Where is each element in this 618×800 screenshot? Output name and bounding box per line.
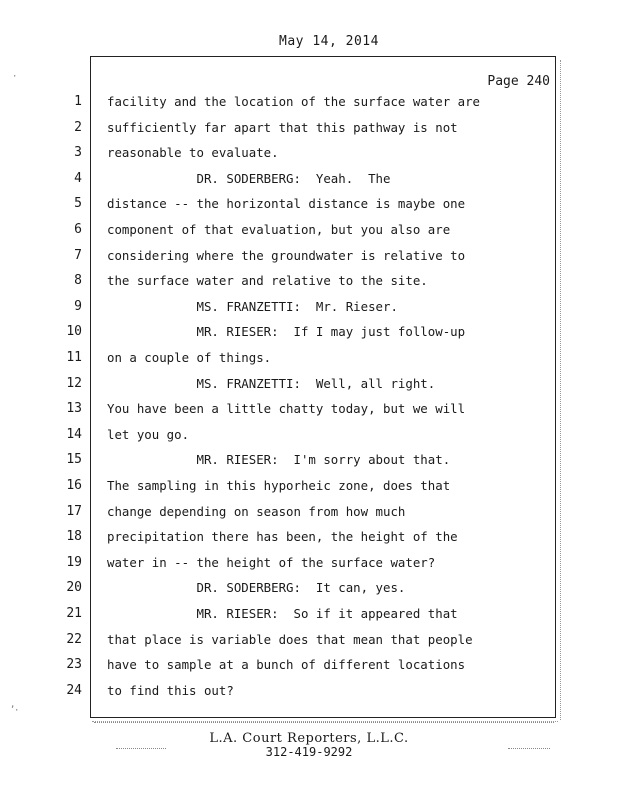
line-text: considering where the groundwater is relative to bbox=[107, 248, 466, 263]
line-text: The sampling in this hyporheic zone, does that bbox=[107, 478, 451, 493]
line-number: 13 bbox=[66, 401, 82, 416]
line-text: water in -- the height of the surface water? bbox=[107, 555, 436, 570]
transcript-date: May 14, 2014 bbox=[279, 34, 379, 49]
line-number: 23 bbox=[66, 657, 82, 672]
line-number: 20 bbox=[66, 580, 82, 595]
line-text: MR. RIESER: If I may just follow-up bbox=[107, 324, 466, 339]
line-text: MS. FRANZETTI: Well, all right. bbox=[107, 376, 436, 391]
line-number: 19 bbox=[66, 555, 82, 570]
line-text: component of that evaluation, but you also are bbox=[107, 222, 451, 237]
line-number: 4 bbox=[74, 171, 82, 186]
line-text: You have been a little chatty today, but we will bbox=[107, 401, 466, 416]
line-number: 8 bbox=[74, 273, 82, 288]
line-text: MR. RIESER: So if it appeared that bbox=[107, 606, 458, 621]
line-text: that place is variable does that mean that people bbox=[107, 632, 473, 647]
line-number: 18 bbox=[66, 529, 82, 544]
line-number: 15 bbox=[66, 452, 82, 467]
line-text: facility and the location of the surface water are bbox=[107, 94, 480, 109]
line-number: 21 bbox=[66, 606, 82, 621]
line-text: let you go. bbox=[107, 427, 190, 442]
line-text: change depending on season from how much bbox=[107, 504, 406, 519]
line-number: 7 bbox=[74, 248, 82, 263]
line-number: 22 bbox=[66, 632, 82, 647]
line-number: 6 bbox=[74, 222, 82, 237]
scan-artifact bbox=[560, 60, 562, 720]
scan-artifact: , bbox=[10, 700, 16, 710]
line-number: 24 bbox=[66, 683, 82, 698]
scan-artifact bbox=[94, 722, 554, 724]
line-number: 2 bbox=[74, 120, 82, 135]
line-text: MR. RIESER: I'm sorry about that. bbox=[107, 452, 451, 467]
scan-artifact: · bbox=[12, 72, 18, 82]
line-text: on a couple of things. bbox=[107, 350, 272, 365]
line-text: the surface water and relative to the site. bbox=[107, 273, 428, 288]
line-number: 10 bbox=[66, 324, 82, 339]
line-text: DR. SODERBERG: Yeah. The bbox=[107, 171, 391, 186]
line-text: DR. SODERBERG: It can, yes. bbox=[107, 580, 406, 595]
line-number: 12 bbox=[66, 376, 82, 391]
footer-phone: 312-419-9292 bbox=[265, 745, 353, 759]
line-number: 17 bbox=[66, 504, 82, 519]
line-text: sufficiently far apart that this pathway is not bbox=[107, 120, 458, 135]
page-number: Page 240 bbox=[487, 74, 550, 89]
scan-artifact bbox=[508, 748, 550, 750]
line-text: distance -- the horizontal distance is maybe one bbox=[107, 196, 466, 211]
footer-company: L.A. Court Reporters, L.L.C. bbox=[209, 731, 409, 746]
line-text: have to sample at a bunch of different locations bbox=[107, 657, 466, 672]
line-text: to find this out? bbox=[107, 683, 234, 698]
line-text: MS. FRANZETTI: Mr. Rieser. bbox=[107, 299, 398, 314]
line-number: 3 bbox=[74, 145, 82, 160]
line-number: 11 bbox=[66, 350, 82, 365]
line-number: 5 bbox=[74, 196, 82, 211]
line-text: precipitation there has been, the height of the bbox=[107, 529, 458, 544]
scan-artifact bbox=[116, 748, 166, 750]
line-number: 1 bbox=[74, 94, 82, 109]
line-text: reasonable to evaluate. bbox=[107, 145, 279, 160]
line-number: 9 bbox=[74, 299, 82, 314]
line-number: 14 bbox=[66, 427, 82, 442]
scan-artifact: · bbox=[14, 706, 20, 716]
line-number: 16 bbox=[66, 478, 82, 493]
